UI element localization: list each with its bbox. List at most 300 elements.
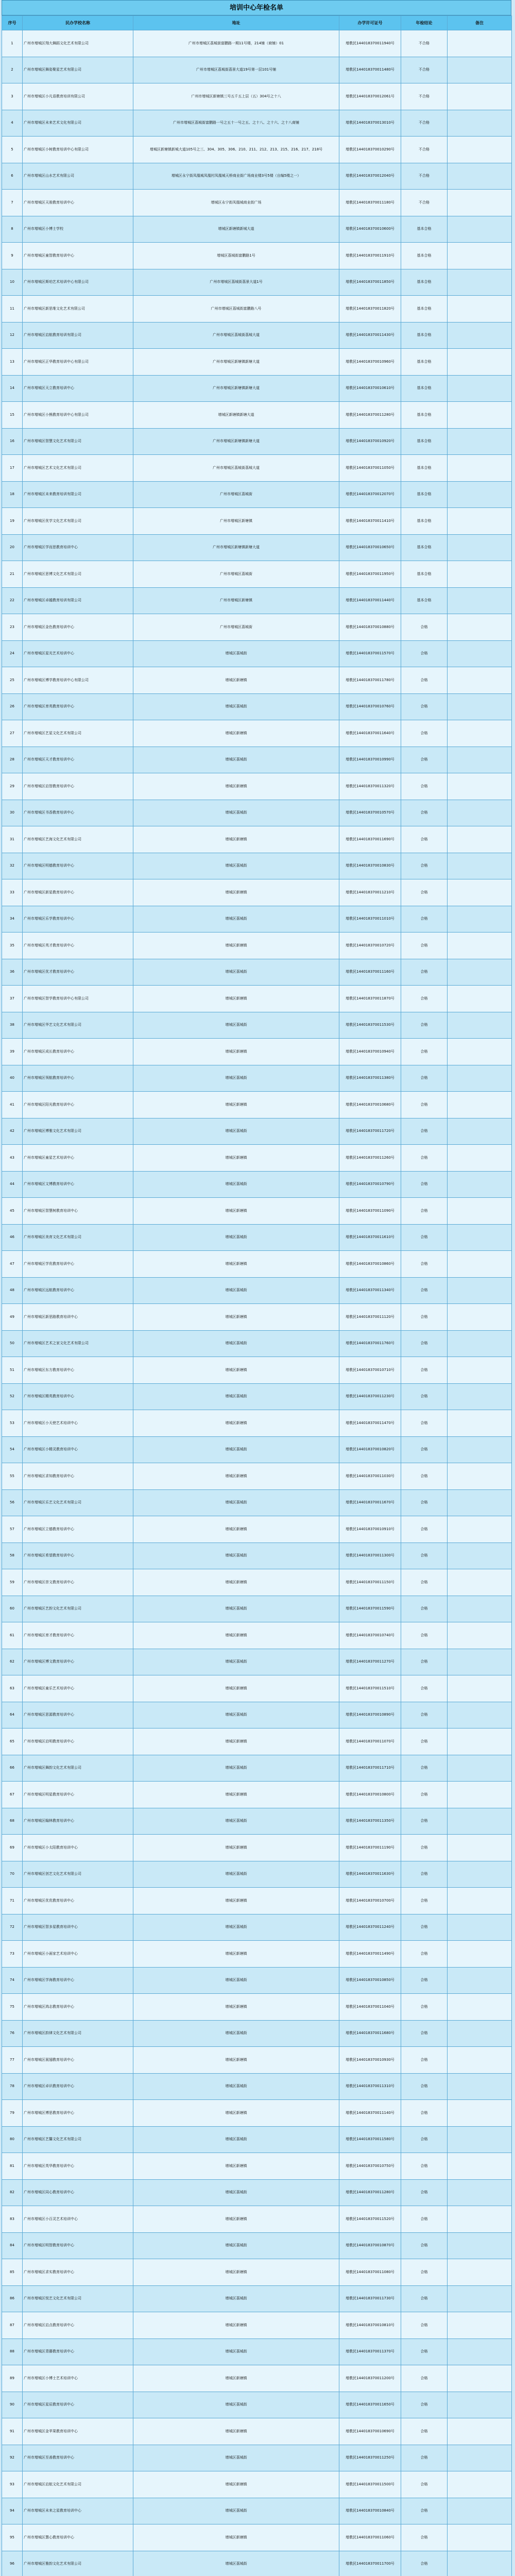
- header-index: 序号: [2, 16, 23, 30]
- cell-result: 合格: [401, 1489, 448, 1516]
- cell-license: 增教民144018370010760号: [339, 693, 401, 720]
- cell-license: 增教民144018370010840号: [339, 2498, 401, 2524]
- cell-address: 增城区荔城街: [133, 1330, 339, 1357]
- cell-license: 增教民144018370011280号: [339, 2179, 401, 2206]
- cell-remark: [448, 428, 512, 455]
- cell-remark: [448, 1489, 512, 1516]
- cell-result: 合格: [401, 1065, 448, 1092]
- cell-license: 增教民144018370011190号: [339, 1835, 401, 1861]
- cell-result: 合格: [401, 1171, 448, 1198]
- cell-result: 基本合格: [401, 561, 448, 588]
- table-row: [2, 296, 512, 323]
- cell-school-name: 广州市增城区艺星文化艺术有限公司: [23, 720, 133, 747]
- header-license: 办学许可证号: [339, 16, 401, 30]
- cell-remark: [448, 1622, 512, 1649]
- cell-result: 合格: [401, 2126, 448, 2153]
- cell-address: 广州市增城区新塘镇新塘大道: [133, 375, 339, 402]
- table-row: [2, 1092, 512, 1118]
- cell-result: 基本合格: [401, 481, 448, 508]
- cell-remark: [448, 1702, 512, 1728]
- cell-school-name: 广州市增城区智慧文化艺术有限公司: [23, 428, 133, 455]
- cell-school-name: 广州市增城区新思路教育培训中心: [23, 1304, 133, 1331]
- cell-remark: [448, 2259, 512, 2286]
- table-row: [2, 1330, 512, 1357]
- table-row: [2, 2179, 512, 2206]
- table-row: [2, 2338, 512, 2365]
- cell-address: 增城区新塘镇: [133, 2100, 339, 2127]
- cell-license: 增教民144018370012061号: [339, 83, 401, 110]
- cell-school-name: 广州市增城区精英教育培训中心: [23, 1383, 133, 1410]
- cell-license: 增教民144018370010890号: [339, 1702, 401, 1728]
- cell-result: 合格: [401, 1941, 448, 1968]
- cell-address: 增城区永宁街凤凰城凤凰村凤凰城天桥商业街广场商业楼3号5楼（自编5楼之一）: [133, 163, 339, 190]
- cell-index: 3: [2, 83, 23, 110]
- cell-address: 广州市增城区荔城街富鹏路一期11号楼，214铺（商铺）01: [133, 30, 339, 57]
- cell-remark: [448, 269, 512, 296]
- cell-index: 46: [2, 1224, 23, 1251]
- cell-remark: [448, 1463, 512, 1490]
- cell-school-name: 广州市增城区华艺文化艺术有限公司: [23, 1012, 133, 1039]
- cell-remark: [448, 1171, 512, 1198]
- table-row: [2, 1888, 512, 1914]
- cell-address: 广州市增城区新塘镇: [133, 587, 339, 614]
- cell-result: 合格: [401, 640, 448, 667]
- cell-license: 增教民144018370011280号: [339, 402, 401, 429]
- cell-address: 增城区荔城街: [133, 747, 339, 773]
- cell-index: 16: [2, 428, 23, 455]
- cell-index: 18: [2, 481, 23, 508]
- cell-license: 增教民144018370010870号: [339, 2232, 401, 2259]
- cell-index: 40: [2, 1065, 23, 1092]
- cell-school-name: 广州市增城区领航教育培训中心: [23, 1065, 133, 1092]
- cell-result: 合格: [401, 1145, 448, 1172]
- cell-address: 增城区新塘镇: [133, 2206, 339, 2233]
- cell-address: 增城区新塘镇: [133, 1198, 339, 1225]
- cell-result: 基本合格: [401, 428, 448, 455]
- table-row: [2, 1702, 512, 1728]
- cell-school-name: 广州市增城区舞韵文化艺术有限公司: [23, 1755, 133, 1782]
- cell-remark: [448, 640, 512, 667]
- cell-address: 广州市增城区新塘镇新塘大道: [133, 428, 339, 455]
- table-row: [2, 1304, 512, 1331]
- cell-license: 增教民144018370011650号: [339, 2392, 401, 2418]
- cell-address: 增城区荔城街: [133, 1543, 339, 1569]
- cell-index: 85: [2, 2259, 23, 2286]
- cell-address: 增城区荔城街: [133, 1861, 339, 1888]
- cell-index: 81: [2, 2153, 23, 2180]
- table-row: [2, 1251, 512, 1278]
- cell-license: 增教民144018370011030号: [339, 1463, 401, 1490]
- table-row: [2, 853, 512, 879]
- cell-address: 增城区荔城街: [133, 1012, 339, 1039]
- cell-license: 增教民144018370010940号: [339, 1039, 401, 1065]
- cell-license: 增教民144018370010800号: [339, 1782, 401, 1808]
- cell-remark: [448, 534, 512, 561]
- cell-index: 15: [2, 402, 23, 429]
- table-row: [2, 1277, 512, 1304]
- cell-address: 增城区新塘镇: [133, 1410, 339, 1437]
- cell-address: 广州市增城区荔城街: [133, 614, 339, 641]
- cell-school-name: 广州市增城区远航教育培训中心: [23, 1277, 133, 1304]
- cell-result: 合格: [401, 1861, 448, 1888]
- cell-remark: [448, 959, 512, 986]
- cell-remark: [448, 2365, 512, 2392]
- cell-result: 合格: [401, 1516, 448, 1543]
- cell-license: 增教民144018370010960号: [339, 349, 401, 376]
- cell-result: 合格: [401, 1569, 448, 1596]
- cell-index: 71: [2, 1888, 23, 1914]
- cell-school-name: 广州市增城区小画家艺术培训中心: [23, 1941, 133, 1968]
- cell-license: 增教民144018370011250号: [339, 2445, 401, 2471]
- cell-school-name: 广州市增城区启智教育培训中心: [23, 773, 133, 800]
- cell-school-name: 广州市增城区韵律文化艺术有限公司: [23, 2020, 133, 2047]
- cell-address: 增城区荔城街: [133, 2285, 339, 2312]
- table-row: [2, 747, 512, 773]
- cell-license: 增教民144018370010790号: [339, 1171, 401, 1198]
- cell-school-name: 广州市增城区育才教育培训中心: [23, 1622, 133, 1649]
- cell-remark: [448, 1198, 512, 1225]
- cell-index: 21: [2, 561, 23, 588]
- table-row: [2, 2153, 512, 2180]
- cell-index: 65: [2, 1728, 23, 1755]
- cell-school-name: 广州市增城区童智教育培训中心: [23, 243, 133, 269]
- cell-license: 增教民144018370012040号: [339, 163, 401, 190]
- cell-remark: [448, 773, 512, 800]
- cell-remark: [448, 1675, 512, 1702]
- table-header-row: [2, 16, 512, 30]
- cell-index: 17: [2, 455, 23, 482]
- table-row: [2, 455, 512, 482]
- cell-index: 19: [2, 508, 23, 535]
- cell-school-name: 广州市增城区小凡语教育培训有限公司: [23, 83, 133, 110]
- cell-result: 不合格: [401, 110, 448, 137]
- cell-address: 广州市增城区荔城街富鹏路一号之五十一号之五、之十八、之十六、之十八商铺: [133, 110, 339, 137]
- cell-remark: [448, 614, 512, 641]
- table-row: [2, 375, 512, 402]
- cell-school-name: 广州市增城区思博文化艺术有限公司: [23, 561, 133, 588]
- cell-address: 增城区新塘镇: [133, 826, 339, 853]
- table-row: [2, 693, 512, 720]
- cell-license: 增教民144018370011230号: [339, 1383, 401, 1410]
- cell-result: 不合格: [401, 163, 448, 190]
- cell-remark: [448, 1092, 512, 1118]
- cell-remark: [448, 1782, 512, 1808]
- cell-result: 合格: [401, 2259, 448, 2286]
- cell-index: 69: [2, 1835, 23, 1861]
- table-row: [2, 986, 512, 1012]
- table-row: [2, 933, 512, 959]
- cell-license: 增教民144018370010990号: [339, 747, 401, 773]
- cell-license: 增教民144018370011690号: [339, 826, 401, 853]
- cell-license: 增教民144018370011590号: [339, 1596, 401, 1622]
- table-row: [2, 428, 512, 455]
- cell-result: 合格: [401, 1755, 448, 1782]
- cell-school-name: 广州市增城区雅韵文化艺术有限公司: [23, 2551, 133, 2576]
- cell-address: 增城区新塘镇: [133, 1569, 339, 1596]
- cell-school-name: 广州市增城区智学教育培训中心有限公司: [23, 986, 133, 1012]
- cell-address: 增城区荔城街: [133, 2073, 339, 2100]
- cell-address: 增城区荔城街: [133, 2179, 339, 2206]
- cell-address: 增城区新塘镇: [133, 1251, 339, 1278]
- cell-result: 合格: [401, 826, 448, 853]
- table-row: [2, 1861, 512, 1888]
- cell-index: 6: [2, 163, 23, 190]
- cell-index: 55: [2, 1463, 23, 1490]
- table-row: [2, 269, 512, 296]
- cell-school-name: 广州市增城区优学文化艺术有限公司: [23, 508, 133, 535]
- cell-license: 增教民144018370011530号: [339, 1012, 401, 1039]
- cell-result: 合格: [401, 2338, 448, 2365]
- cell-index: 10: [2, 269, 23, 296]
- cell-license: 增教民144018370011580号: [339, 2126, 401, 2153]
- cell-remark: [448, 1728, 512, 1755]
- cell-school-name: 广州市增城区英华教育培训中心: [23, 2153, 133, 2180]
- cell-school-name: 广州市增城区正华教育培训中心有限公司: [23, 349, 133, 376]
- table-row: [2, 1808, 512, 1835]
- cell-index: 92: [2, 2445, 23, 2471]
- cell-license: 增教民144018370011070号: [339, 1728, 401, 1755]
- cell-license: 增教民144018370011310号: [339, 2073, 401, 2100]
- cell-remark: [448, 693, 512, 720]
- table-row: [2, 2232, 512, 2259]
- cell-result: 合格: [401, 773, 448, 800]
- cell-school-name: 广州市增城区未来教育培训有限公司: [23, 481, 133, 508]
- cell-address: 增城区荔城街: [133, 1914, 339, 1941]
- table-row: [2, 1012, 512, 1039]
- cell-address: 广州市增城区新塘镇新塘大道: [133, 534, 339, 561]
- cell-license: 增教民144018370011850号: [339, 269, 401, 296]
- table-row: [2, 2392, 512, 2418]
- cell-index: 20: [2, 534, 23, 561]
- cell-license: 增教民144018370011260号: [339, 1145, 401, 1172]
- cell-index: 66: [2, 1755, 23, 1782]
- cell-school-name: 广州市增城区美育文化艺术有限公司: [23, 1224, 133, 1251]
- cell-remark: [448, 1569, 512, 1596]
- cell-index: 48: [2, 1277, 23, 1304]
- cell-remark: [448, 826, 512, 853]
- cell-index: 5: [2, 137, 23, 163]
- cell-result: 基本合格: [401, 508, 448, 535]
- cell-index: 72: [2, 1914, 23, 1941]
- cell-remark: [448, 2498, 512, 2524]
- cell-index: 77: [2, 2047, 23, 2074]
- cell-result: 合格: [401, 906, 448, 933]
- table-row: [2, 2498, 512, 2524]
- cell-school-name: 广州市增城区小百灵艺术培训中心: [23, 2206, 133, 2233]
- cell-result: 合格: [401, 2232, 448, 2259]
- cell-address: 广州市增城区荔城街: [133, 561, 339, 588]
- cell-remark: [448, 2338, 512, 2365]
- cell-license: 增教民144018370011680号: [339, 2020, 401, 2047]
- cell-school-name: 广州市增城区翰林教育培训中心: [23, 1808, 133, 1835]
- cell-result: 合格: [401, 853, 448, 879]
- cell-remark: [448, 349, 512, 376]
- cell-address: 增城区荔城街: [133, 1596, 339, 1622]
- cell-school-name: 广州市增城区博雅文化艺术有限公司: [23, 1118, 133, 1145]
- cell-remark: [448, 1251, 512, 1278]
- cell-address: 广州市增城区荔城街荔景大道19号第一层101号铺: [133, 57, 339, 83]
- cell-address: 广州市增城区新塘镇三号五千五上层（五）304号之十八: [133, 83, 339, 110]
- cell-index: 23: [2, 614, 23, 641]
- cell-license: 增教民144018370010650号: [339, 534, 401, 561]
- cell-license: 增教民144018370011090号: [339, 1198, 401, 1225]
- cell-address: 增城区荔城街: [133, 1277, 339, 1304]
- cell-result: 合格: [401, 2047, 448, 2074]
- cell-index: 79: [2, 2100, 23, 2127]
- cell-address: 增城区新塘镇: [133, 1145, 339, 1172]
- cell-school-name: 广州市增城区学而思教育培训中心: [23, 534, 133, 561]
- cell-address: 增城区新塘镇: [133, 2153, 339, 2180]
- cell-license: 增教民144018370011180号: [339, 190, 401, 216]
- cell-license: 增教民144018370011040号: [339, 1994, 401, 2021]
- cell-index: 45: [2, 1198, 23, 1225]
- cell-address: 增城区荔城街: [133, 1702, 339, 1728]
- table-row: [2, 1596, 512, 1622]
- cell-result: 不合格: [401, 137, 448, 163]
- cell-school-name: 广州市增城区新思维文化艺术有限公司: [23, 296, 133, 323]
- cell-result: 合格: [401, 2206, 448, 2233]
- cell-school-name: 广州市增城区学海教育培训中心: [23, 1967, 133, 1994]
- cell-address: 增城区新塘镇: [133, 1039, 339, 1065]
- cell-school-name: 广州市增城区悦艺文化艺术有限公司: [23, 2285, 133, 2312]
- cell-school-name: 广州市增城区未来之星教育培训中心: [23, 2498, 133, 2524]
- cell-license: 增教民144018370010820号: [339, 1436, 401, 1463]
- cell-license: 增教民144018370011520号: [339, 2206, 401, 2233]
- table-row: [2, 1198, 512, 1225]
- cell-address: 增城区新塘镇: [133, 1675, 339, 1702]
- cell-address: 增城区荔城街: [133, 1224, 339, 1251]
- cell-index: 33: [2, 879, 23, 906]
- cell-address: 增城区荔城街: [133, 640, 339, 667]
- cell-index: 76: [2, 2020, 23, 2047]
- cell-school-name: 广州市增城区文博教育培训中心: [23, 1171, 133, 1198]
- cell-result: 合格: [401, 2418, 448, 2445]
- table-row: [2, 826, 512, 853]
- cell-school-name: 广州市增城区思源教育培训中心: [23, 1702, 133, 1728]
- cell-remark: [448, 190, 512, 216]
- cell-school-name: 广州市增城区金苹果教育培训中心: [23, 2418, 133, 2445]
- cell-result: 合格: [401, 1675, 448, 1702]
- cell-school-name: 广州市增城区小熊教育培训中心有限公司: [23, 402, 133, 429]
- cell-address: 增城区新塘镇: [133, 1888, 339, 1914]
- table-row: [2, 1357, 512, 1384]
- cell-school-name: 广州市增城区求实教育培训中心: [23, 2259, 133, 2286]
- cell-address: 增城区荔城街: [133, 2232, 339, 2259]
- cell-index: 74: [2, 1967, 23, 1994]
- cell-result: 基本合格: [401, 534, 448, 561]
- cell-index: 57: [2, 1516, 23, 1543]
- cell-result: 不合格: [401, 30, 448, 57]
- cell-license: 增教民144018370011730号: [339, 2285, 401, 2312]
- table-row: [2, 2259, 512, 2286]
- inspection-table: [2, 15, 512, 2576]
- cell-license: 增教民144018370010740号: [339, 1622, 401, 1649]
- cell-address: 增城区新塘镇: [133, 2259, 339, 2286]
- cell-school-name: 广州市增城区小精灵教育培训中心: [23, 1436, 133, 1463]
- cell-license: 增教民144018370010750号: [339, 2153, 401, 2180]
- cell-remark: [448, 1543, 512, 1569]
- cell-school-name: 广州市增城区博文教育培训中心: [23, 1649, 133, 1675]
- cell-remark: [448, 2206, 512, 2233]
- cell-result: 不合格: [401, 57, 448, 83]
- table-row: [2, 800, 512, 826]
- cell-license: 增教民144018370011150号: [339, 1569, 401, 1596]
- cell-result: 合格: [401, 2524, 448, 2551]
- cell-license: 增教民144018370010930号: [339, 2047, 401, 2074]
- cell-result: 合格: [401, 1967, 448, 1994]
- cell-remark: [448, 1065, 512, 1092]
- cell-remark: [448, 163, 512, 190]
- table-row: [2, 216, 512, 243]
- cell-school-name: 广州市增城区博思教育培训中心: [23, 2100, 133, 2127]
- table-row: [2, 190, 512, 216]
- cell-address: 增城区荔城街: [133, 2392, 339, 2418]
- cell-school-name: 广州市增城区天才教育培训中心: [23, 747, 133, 773]
- cell-school-name: 广州市增城区舞姿聚星艺术有限公司: [23, 57, 133, 83]
- cell-result: 基本合格: [401, 402, 448, 429]
- cell-result: 合格: [401, 693, 448, 720]
- cell-result: 合格: [401, 2392, 448, 2418]
- cell-license: 增教民144018370011480号: [339, 57, 401, 83]
- table-row: [2, 2206, 512, 2233]
- table-row: [2, 508, 512, 535]
- cell-address: 增城区新塘镇: [133, 986, 339, 1012]
- document-title: 培训中心年检名单: [2, 0, 511, 15]
- cell-remark: [448, 2524, 512, 2551]
- cell-index: 51: [2, 1357, 23, 1384]
- cell-remark: [448, 1224, 512, 1251]
- cell-school-name: 广州市增城区优优教育培训中心: [23, 1888, 133, 1914]
- cell-school-name: 广州市增城区金色教育培训中心: [23, 614, 133, 641]
- cell-address: 广州市增城区荔城街: [133, 481, 339, 508]
- cell-index: 83: [2, 2206, 23, 2233]
- table-row: [2, 57, 512, 83]
- cell-school-name: 广州市增城区艺术文化艺术有限公司: [23, 455, 133, 482]
- cell-address: 增城区新塘镇: [133, 1622, 339, 1649]
- cell-school-name: 广州市增城区启明教育培训中心: [23, 1728, 133, 1755]
- table-row: [2, 2047, 512, 2074]
- cell-license: 增教民144018370011780号: [339, 667, 401, 694]
- cell-index: 91: [2, 2418, 23, 2445]
- cell-index: 2: [2, 57, 23, 83]
- cell-index: 25: [2, 667, 23, 694]
- cell-school-name: 广州市增城区小博士艺术培训中心: [23, 2365, 133, 2392]
- cell-index: 59: [2, 1569, 23, 1596]
- cell-school-name: 广州市增城区书香教育培训中心: [23, 800, 133, 826]
- cell-school-name: 广州市增城区明德教育培训中心: [23, 853, 133, 879]
- cell-address: 广州市增城区荔城街荔城大道: [133, 455, 339, 482]
- cell-remark: [448, 2418, 512, 2445]
- header-school-name: 民办学校名称: [23, 16, 133, 30]
- table-row: [2, 1941, 512, 1968]
- cell-address: 广州市增城区新塘镇新塘大道: [133, 349, 339, 376]
- cell-remark: [448, 2285, 512, 2312]
- table-row: [2, 561, 512, 588]
- table-row: [2, 2471, 512, 2498]
- cell-result: 基本合格: [401, 375, 448, 402]
- cell-license: 增教民144018370011380号: [339, 1065, 401, 1092]
- table-row: [2, 137, 512, 163]
- cell-address: 增城区新塘镇新城大道105号之三、304、305、306、210、211、212、213、215、216、217、218号: [133, 137, 339, 163]
- cell-remark: [448, 2179, 512, 2206]
- cell-result: 合格: [401, 2551, 448, 2576]
- cell-address: 增城区新塘镇: [133, 2471, 339, 2498]
- cell-remark: [448, 2232, 512, 2259]
- cell-remark: [448, 1436, 512, 1463]
- cell-index: 42: [2, 1118, 23, 1145]
- cell-remark: [448, 933, 512, 959]
- cell-license: 增教民144018370011490号: [339, 1941, 401, 1968]
